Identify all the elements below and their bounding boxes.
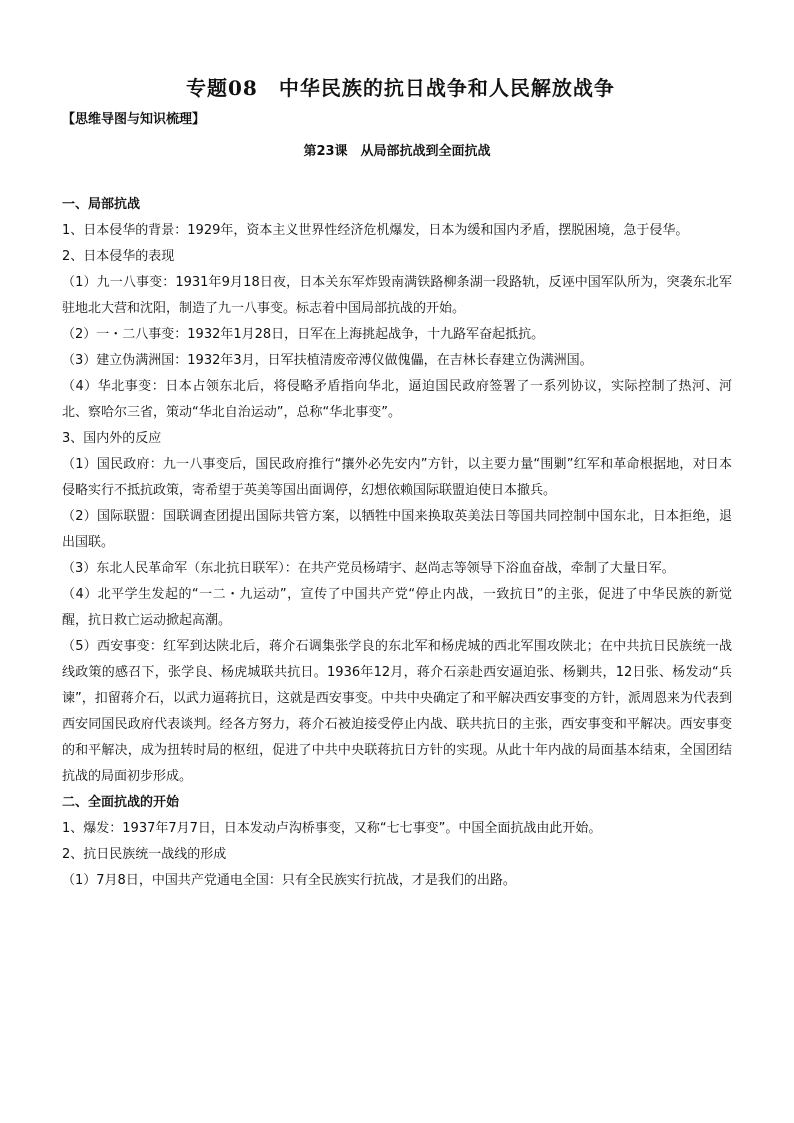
paragraph-nationalist-government: （1）国民政府：九一八事变后，国民政府推行“攘外必先安内”方针，以主要力量“围剿”红军和革命根据地，对日本侵略实行不抵抗政策，寄希望于英美等国出面调停，幻想依赖国际联盟迫使日本撤兵。 <box>62 457 732 498</box>
content-body <box>62 192 732 894</box>
paragraph-july-8-telegram: （1）7月8日，中国共产党通电全国：只有全民族实行抗战，才是我们的出路。 <box>62 873 516 888</box>
section-tag: 【思维导图与知识梳理】 <box>62 112 206 127</box>
paragraph-128-incident: （2）一・二八事变：1932年1月28日，日军在上海挑起战争，十九路军奋起抵抗。 <box>62 327 545 342</box>
paragraph-918-incident: （1）九一八事变：1931年9月18日夜，日本关东军炸毁南满铁路柳条湖一段路轨，反诬中国军队所为，突袭东北军驻地北大营和沈阳，制造了九一八事变。标志着中国局部抗战的开始。 <box>62 275 732 316</box>
document-page <box>62 72 732 894</box>
paragraph-xian-incident: （5）西安事变：红军到达陕北后，蒋介石调集张学良的东北军和杨虎城的西北军围攻陕北；在中共抗日民族统一战线政策的感召下，张学良、杨虎城联共抗日。1936年12月，蒋介石亲赴西安逼迫张、杨剿共，12日张、杨发动“兵谏”，扣留蒋介石，以武力逼蒋抗日，这就是西安事变。中共中央确定了和平解决西安事变的方针，派周恩来为代表到西安同国民政府代表谈判。经各方努力，蒋介石被迫接受停止内战、联共抗日的主张，西安事变和平解决。西安事变的和平解决，成为扭转时局的枢纽，促进了中共中央联蒋抗日方针的实现。从此十年内战的局面基本结束，全国团结抗战的局面初步形成。 <box>62 639 732 784</box>
document-title: 专题08 中华民族的抗日战争和人民解放战争 <box>186 76 615 100</box>
paragraph-129-movement: （4）北平学生发起的“一二・九运动”，宣传了中国共产党“停止内战，一致抗日”的主张，促进了中华民族的新觉醒，抗日救亡运动掀起高潮。 <box>62 587 732 628</box>
paragraph-united-front: 2、抗日民族统一战线的形成 <box>62 847 227 862</box>
paragraph-northeast-army: （3）东北人民革命军（东北抗日联军）：在共产党员杨靖宇、赵尚志等领导下浴血奋战，牵制了大量日军。 <box>62 561 675 576</box>
heading-local-resistance: 一、局部抗战 <box>62 197 141 212</box>
paragraph-north-china-incident: （4）华北事变：日本占领东北后，将侵略矛盾指向华北，逼迫国民政府签署了一系列协议，实际控制了热河、河北、察哈尔三省，策动“华北自治运动”，总称“华北事变”。 <box>62 379 732 420</box>
paragraph-reactions: 3、国内外的反应 <box>62 431 162 446</box>
paragraph-outbreak: 1、爆发：1937年7月7日，日本发动卢沟桥事变，又称“七七事变”。中国全面抗战由此开始。 <box>62 821 602 836</box>
paragraph-manchukuo: （3）建立伪满洲国：1932年3月，日军扶植清废帝溥仪做傀儡，在吉林长春建立伪满洲国。 <box>62 353 593 368</box>
paragraph-invasion-manifestations: 2、日本侵华的表现 <box>62 249 175 264</box>
paragraph-league-of-nations: （2）国际联盟：国联调查团提出国际共管方案，以牺牲中国来换取英美法日等国共同控制中国东北，日本拒绝，退出国联。 <box>62 509 732 550</box>
lesson-title: 第23课 从局部抗战到全面抗战 <box>303 144 491 159</box>
paragraph-invasion-background: 1、日本侵华的背景：1929年，资本主义世界性经济危机爆发，日本为缓和国内矛盾，摆脱困境，急于侵华。 <box>62 223 689 238</box>
heading-full-resistance: 二、全面抗战的开始 <box>62 795 180 810</box>
